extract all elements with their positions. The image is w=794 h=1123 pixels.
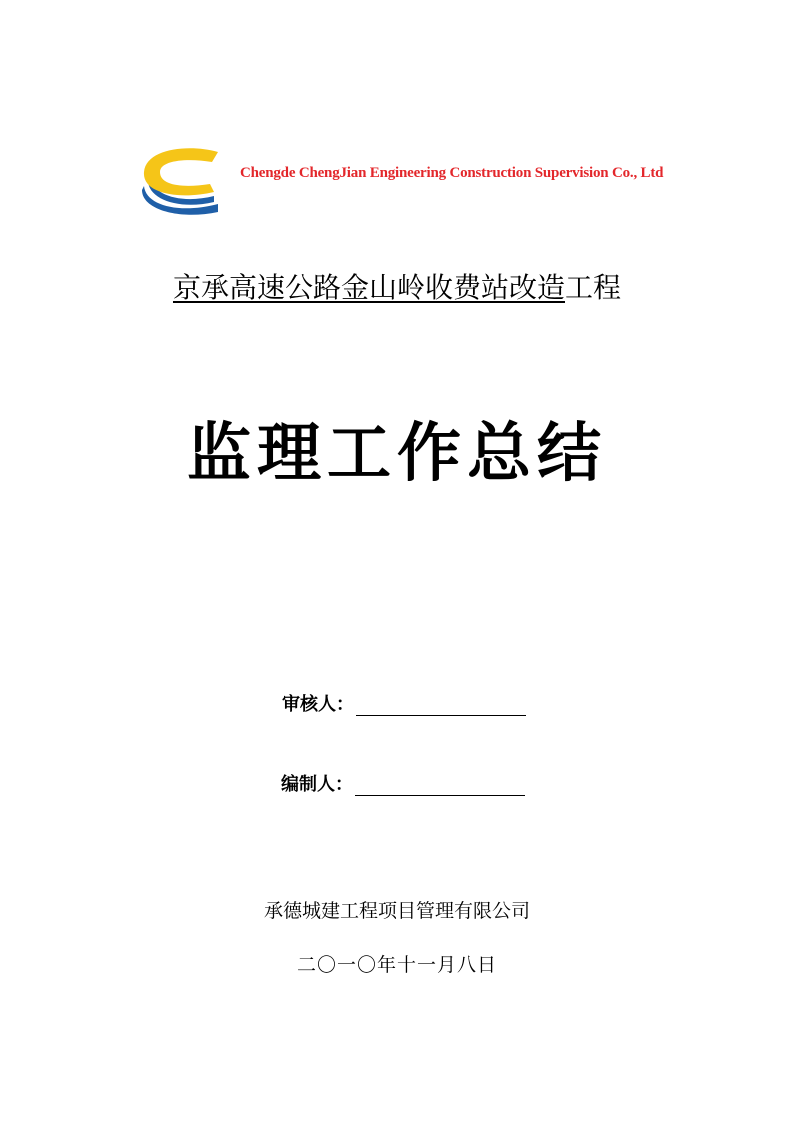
document-date: 二〇一〇年十一月八日	[296, 954, 497, 976]
organization-name: 承德城建工程项目管理有限公司	[263, 900, 530, 922]
company-english-name: Chengde ChengJian Engineering Construction Supervision Co., Ltd	[240, 165, 664, 181]
reviewer-label: 审核人：	[282, 694, 354, 715]
reviewer-signature-line	[356, 697, 526, 716]
document-title: 监理工作总结	[187, 417, 607, 491]
company-logo-icon	[140, 146, 222, 216]
reviewer-row	[282, 690, 526, 716]
project-title-rest: 工程	[565, 271, 622, 304]
compiler-signature-line	[355, 777, 525, 796]
project-title-underlined: 京承高速公路金山岭收费站改造	[172, 271, 565, 304]
compiler-label: 编制人：	[281, 774, 353, 795]
compiler-row	[281, 770, 525, 796]
project-title	[0, 266, 794, 306]
